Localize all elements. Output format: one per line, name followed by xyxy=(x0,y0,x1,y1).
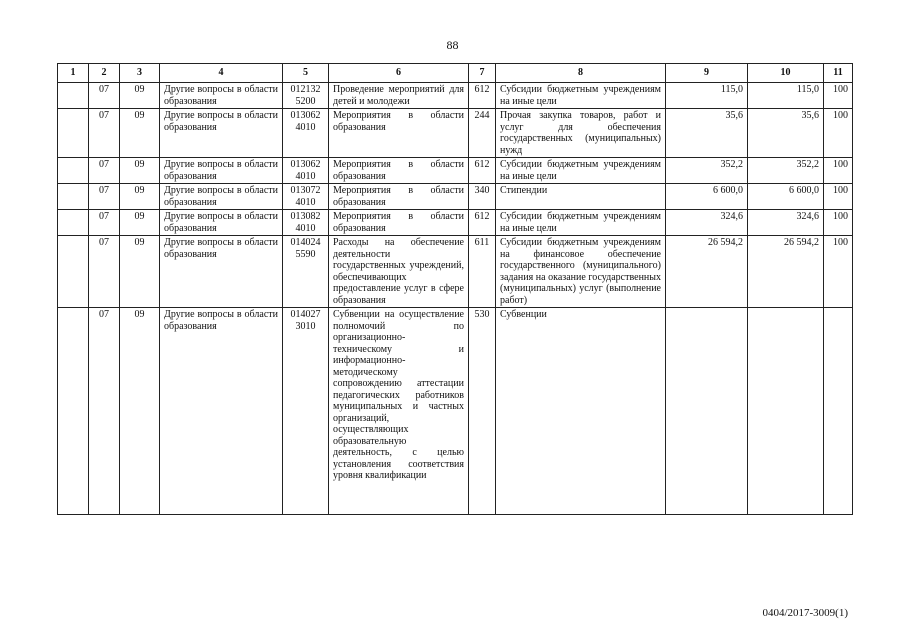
cell-target-code: 014027 3010 xyxy=(283,308,329,515)
header-cell: 1 xyxy=(58,64,89,83)
document-code: 0404/2017-3009(1) xyxy=(762,607,848,619)
table-row xyxy=(58,236,853,308)
cell-plan-amount: 6 600,0 xyxy=(666,184,748,210)
cell-target-name: Мероприятия в области образования xyxy=(329,109,469,158)
table-row xyxy=(58,184,853,210)
cell-expense-type: 611 xyxy=(469,236,496,308)
cell-actual-amount: 324,6 xyxy=(748,210,824,236)
cell-subsection: 09 xyxy=(120,308,160,515)
cell-subsection: 09 xyxy=(120,109,160,158)
cell-expense-name: Субсидии бюджетным учреждениям на иные цели xyxy=(496,158,666,184)
cell-plan-amount: 115,0 xyxy=(666,83,748,109)
header-cell: 10 xyxy=(748,64,824,83)
table-row xyxy=(58,210,853,236)
cell-expense-name: Субсидии бюджетным учреждениям на иные цели xyxy=(496,210,666,236)
cell-percent xyxy=(824,308,853,515)
cell-section-name: Другие вопросы в области образования xyxy=(160,210,283,236)
cell-expense-type: 244 xyxy=(469,109,496,158)
cell-target-code: 013082 4010 xyxy=(283,210,329,236)
cell-target-code: 014024 5590 xyxy=(283,236,329,308)
cell-subsection: 09 xyxy=(120,210,160,236)
cell-percent: 100 xyxy=(824,109,853,158)
budget-table xyxy=(57,63,853,515)
cell-expense-name: Субсидии бюджетным учреждениям на иные цели xyxy=(496,83,666,109)
cell-target-name: Проведение мероприятий для детей и молодежи xyxy=(329,83,469,109)
cell-col1 xyxy=(58,308,89,515)
cell-expense-type: 530 xyxy=(469,308,496,515)
table-row xyxy=(58,308,853,515)
cell-section: 07 xyxy=(89,109,120,158)
cell-section-name: Другие вопросы в области образования xyxy=(160,109,283,158)
cell-percent: 100 xyxy=(824,236,853,308)
cell-expense-type: 612 xyxy=(469,210,496,236)
cell-section-name: Другие вопросы в области образования xyxy=(160,83,283,109)
header-cell: 7 xyxy=(469,64,496,83)
table-row xyxy=(58,158,853,184)
cell-plan-amount: 26 594,2 xyxy=(666,236,748,308)
header-cell: 8 xyxy=(496,64,666,83)
cell-target-name: Мероприятия в области образования xyxy=(329,158,469,184)
header-cell: 9 xyxy=(666,64,748,83)
header-cell: 3 xyxy=(120,64,160,83)
cell-section: 07 xyxy=(89,158,120,184)
cell-expense-type: 340 xyxy=(469,184,496,210)
cell-section-name: Другие вопросы в области образования xyxy=(160,158,283,184)
cell-actual-amount: 352,2 xyxy=(748,158,824,184)
cell-col1 xyxy=(58,158,89,184)
cell-expense-name: Стипендии xyxy=(496,184,666,210)
cell-actual-amount: 35,6 xyxy=(748,109,824,158)
cell-subsection: 09 xyxy=(120,184,160,210)
cell-section: 07 xyxy=(89,210,120,236)
cell-plan-amount: 324,6 xyxy=(666,210,748,236)
cell-section: 07 xyxy=(89,83,120,109)
cell-percent: 100 xyxy=(824,83,853,109)
cell-expense-name: Прочая закупка товаров, работ и услуг для обеспечения государственных (муниципальных) нужд xyxy=(496,109,666,158)
cell-actual-amount: 26 594,2 xyxy=(748,236,824,308)
cell-section: 07 xyxy=(89,184,120,210)
header-cell: 5 xyxy=(283,64,329,83)
cell-expense-name: Субсидии бюджетным учреждениям на финансовое обеспечение государственного (муниципального) задания на оказание государственных (муниципальных) услуг (выполнение работ) xyxy=(496,236,666,308)
cell-target-name: Мероприятия в области образования xyxy=(329,210,469,236)
cell-subsection: 09 xyxy=(120,158,160,184)
cell-target-code: 012132 5200 xyxy=(283,83,329,109)
table-row xyxy=(58,109,853,158)
page-number: 88 xyxy=(446,38,459,52)
cell-col1 xyxy=(58,184,89,210)
cell-plan-amount: 35,6 xyxy=(666,109,748,158)
cell-subsection: 09 xyxy=(120,83,160,109)
header-row xyxy=(58,64,853,83)
header-cell: 4 xyxy=(160,64,283,83)
cell-percent: 100 xyxy=(824,210,853,236)
cell-expense-name: Субвенции xyxy=(496,308,666,515)
cell-section: 07 xyxy=(89,308,120,515)
cell-target-name: Субвенции на осуществление полномочий по организационно-техническому и информационно-методическому сопровождению аттестации педагогических работников муниципальных и частных организаций, осуществляющих образовательную деятельность, с целью установления соответствия уровня квалификации xyxy=(329,308,469,515)
cell-section: 07 xyxy=(89,236,120,308)
cell-target-name: Расходы на обеспечение деятельности государственных учреждений, обеспечивающих предоставление услуг в сфере образования xyxy=(329,236,469,308)
table-row xyxy=(58,83,853,109)
cell-section-name: Другие вопросы в области образования xyxy=(160,308,283,515)
cell-target-code: 013062 4010 xyxy=(283,109,329,158)
cell-plan-amount xyxy=(666,308,748,515)
cell-target-code: 013062 4010 xyxy=(283,158,329,184)
cell-subsection: 09 xyxy=(120,236,160,308)
cell-target-name: Мероприятия в области образования xyxy=(329,184,469,210)
cell-expense-type: 612 xyxy=(469,83,496,109)
header-cell: 11 xyxy=(824,64,853,83)
header-cell: 6 xyxy=(329,64,469,83)
cell-col1 xyxy=(58,236,89,308)
cell-col1 xyxy=(58,109,89,158)
cell-section-name: Другие вопросы в области образования xyxy=(160,236,283,308)
cell-col1 xyxy=(58,83,89,109)
cell-plan-amount: 352,2 xyxy=(666,158,748,184)
cell-percent: 100 xyxy=(824,158,853,184)
cell-expense-type: 612 xyxy=(469,158,496,184)
cell-section-name: Другие вопросы в области образования xyxy=(160,184,283,210)
cell-col1 xyxy=(58,210,89,236)
cell-actual-amount: 115,0 xyxy=(748,83,824,109)
cell-actual-amount xyxy=(748,308,824,515)
cell-actual-amount: 6 600,0 xyxy=(748,184,824,210)
header-cell: 2 xyxy=(89,64,120,83)
cell-percent: 100 xyxy=(824,184,853,210)
cell-target-code: 013072 4010 xyxy=(283,184,329,210)
